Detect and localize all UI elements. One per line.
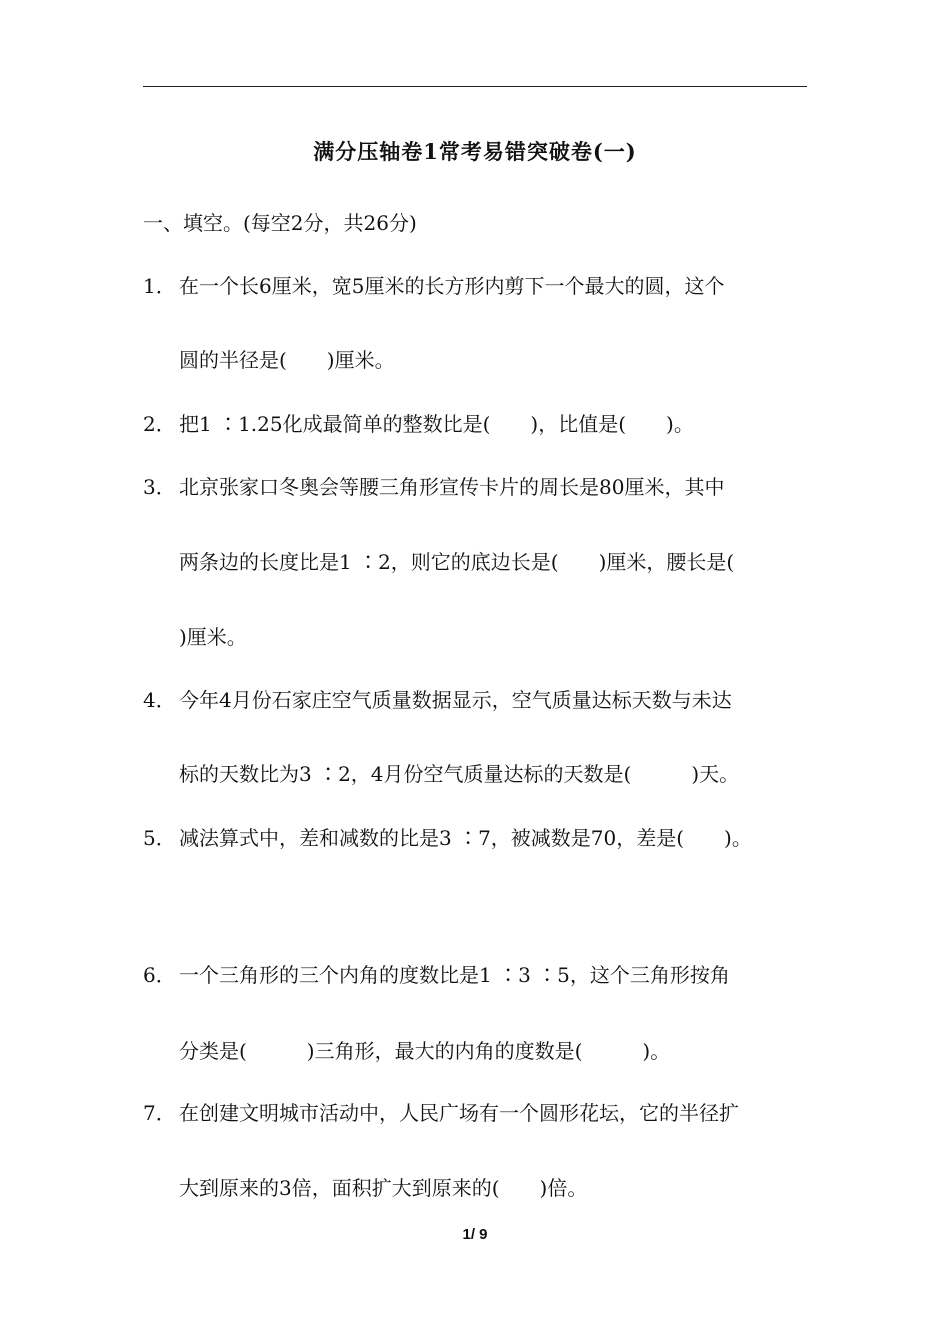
question-6-number: 6． <box>143 963 176 987</box>
header-rule <box>143 86 807 87</box>
question-6-line-2: 分类是( )三角形，最大的内角的度数是( )。 <box>179 1039 671 1063</box>
question-1-line-1: 在一个长6厘米，宽5厘米的长方形内剪下一个最大的圆，这个 <box>179 274 725 298</box>
question-5-number: 5． <box>143 826 176 850</box>
question-7-number: 7． <box>143 1101 176 1125</box>
question-1-line-2: 圆的半径是( )厘米。 <box>179 348 395 372</box>
question-3-line-2: 两条边的长度比是1 ∶2，则它的底边长是( )厘米，腰长是( <box>179 550 735 574</box>
question-3-number: 3． <box>143 475 176 499</box>
question-5-line-1: 减法算式中，差和减数的比是3 ∶7，被减数是70，差是( )。 <box>179 826 752 850</box>
section-heading: 一、填空。(每空2分，共26分) <box>143 211 417 235</box>
question-2-line-1: 把1 ∶1.25化成最简单的整数比是( )，比值是( )。 <box>179 412 694 436</box>
question-3-line-3: )厘米。 <box>179 625 247 649</box>
question-4-number: 4． <box>143 688 176 712</box>
question-6-line-1: 一个三角形的三个内角的度数比是1 ∶3 ∶5，这个三角形按角 <box>179 963 730 987</box>
question-3-line-1: 北京张家口冬奥会等腰三角形宣传卡片的周长是80厘米，其中 <box>179 475 725 499</box>
question-2-number: 2． <box>143 412 176 436</box>
question-4-line-2: 标的天数比为3 ∶2，4月份空气质量达标的天数是( )天。 <box>179 762 740 786</box>
question-7-line-1: 在创建文明城市活动中，人民广场有一个圆形花坛，它的半径扩 <box>179 1101 739 1125</box>
question-4-line-1: 今年4月份石家庄空气质量数据显示，空气质量达标天数与未达 <box>179 688 732 712</box>
question-7-line-2: 大到原来的3倍，面积扩大到原来的( )倍。 <box>179 1176 588 1200</box>
question-1-number: 1． <box>143 274 176 298</box>
page-number: 1/ 9 <box>462 1226 488 1243</box>
page-title: 满分压轴卷1常考易错突破卷(一) <box>313 139 637 164</box>
